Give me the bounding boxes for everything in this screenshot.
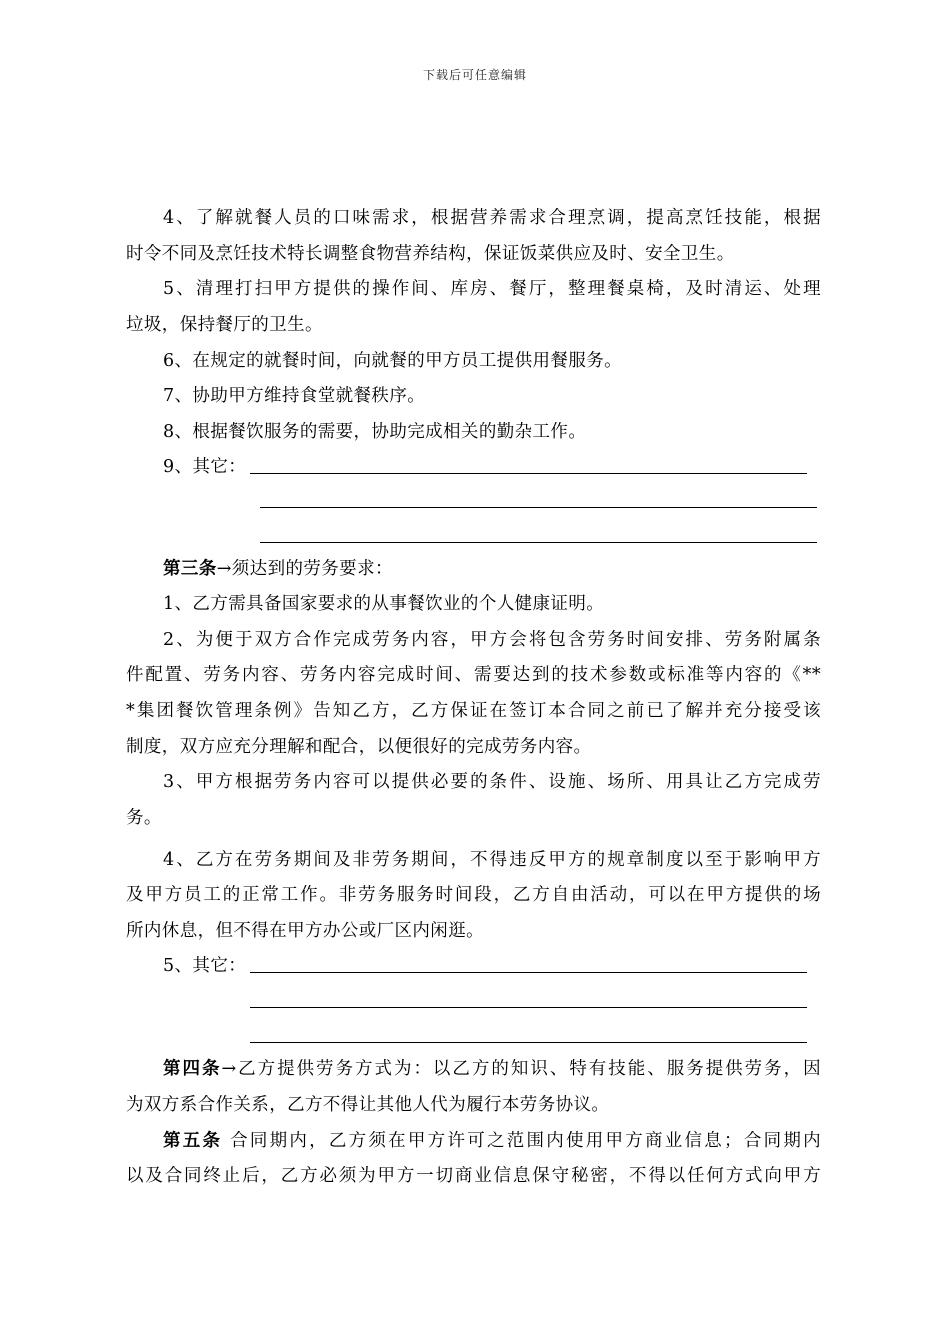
para5-line2: 垃圾，保持餐厅的卫生。 [126,315,323,335]
para8: 8、根据餐饮服务的需要，协助完成相关的勤杂工作。 [163,422,587,442]
para4-line2: 时令不同及烹饪技术特长调整食物营养结构，保证饭菜供应及时、安全卫生。 [126,244,735,264]
art3-item3-line1: 3、甲方根据劳务内容可以提供必要的条件、设施、场所、用具让乙方完成劳 [163,772,821,792]
page-header: 下载后可任意编辑 [422,68,527,82]
blank-line [250,1042,807,1043]
article4-title: 第四条 [163,1059,222,1079]
article4-line1 [163,1057,821,1081]
blank-line [250,1007,807,1008]
para4-line1: 4、了解就餐人员的口味需求，根据营养需求合理烹调，提高烹饪技能，根据 [163,208,821,228]
article5-line1 [163,1129,821,1153]
para9-label: 9、其它： [163,457,247,477]
para5-line1: 5、清理打扫甲方提供的操作间、库房、餐厅，整理餐桌椅，及时清运、处理 [163,279,821,299]
art3-item2-line4: 制度，双方应充分理解和配合，以便很好的完成劳务内容。 [126,737,592,757]
article5-text: 合同期内，乙方须在甲方许可之范围内使用甲方商业信息；合同期内 [222,1131,821,1151]
article4-line2: 为双方系合作关系，乙方不得让其他人代为履行本劳务协议。 [126,1095,610,1115]
blank-line [250,972,807,973]
blank-line [250,473,807,474]
blank-line [260,542,817,543]
article5-line2: 以及合同终止后，乙方必须为甲方一切商业信息保守秘密，不得以任何方式向甲方 [126,1166,821,1186]
art3-item2-line2: 件配置、劳务内容、劳务内容完成时间、需要达到的技术参数或标准等内容的《** [126,665,821,685]
art3-item3-line2: 务。 [126,808,162,828]
art3-item4-line1: 4、乙方在劳务期间及非劳务期间，不得违反甲方的规章制度以至于影响甲方 [163,850,821,870]
article5-title: 第五条 [163,1131,223,1151]
art3-item4-line3: 所内休息，但不得在甲方办公或厂区内闲逛。 [126,921,484,941]
arrow-icon: → [221,1059,237,1079]
article3-title: 第三条 [163,559,217,579]
art3-item5-label: 5、其它： [163,956,247,976]
art3-item4-line2: 及甲方员工的正常工作。非劳务服务时间段，乙方自由活动，可以在甲方提供的场 [126,885,821,905]
para6: 6、在规定的就餐时间，向就餐的甲方员工提供用餐服务。 [163,351,623,371]
article4-text: 乙方提供劳务方式为：以乙方的知识、特有技能、服务提供劳务，因 [236,1059,822,1079]
art3-item2-line1: 2、为便于双方合作完成劳务内容，甲方会将包含劳务时间安排、劳务附属条 [163,630,821,650]
article3-heading [163,557,863,581]
arrow-icon: → [216,559,232,579]
para7: 7、协助甲方维持食堂就餐秩序。 [163,386,426,406]
blank-line [260,507,817,508]
article3-text: 须达到的劳务要求： [231,559,393,579]
art3-item1: 1、乙方需具备国家要求的从事餐饮业的个人健康证明。 [163,594,605,614]
art3-item2-line3: *集团餐饮管理条例》告知乙方，乙方保证在签订本合同之前已了解并充分接受该 [126,701,821,721]
